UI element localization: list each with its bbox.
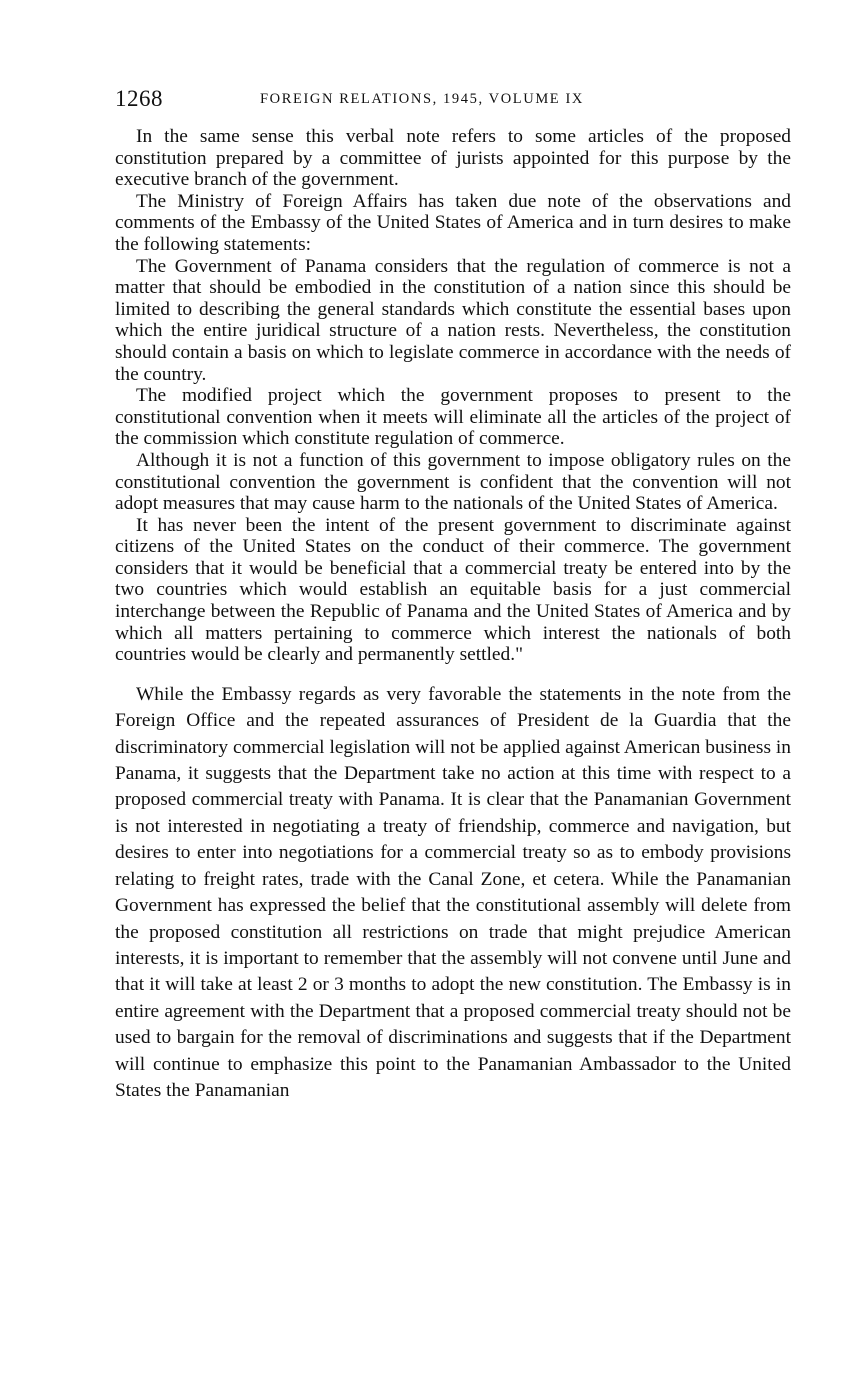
quote-paragraph: Although it is not a function of this government to impose obligatory rules on the constitutional convention the government is confident that the convention will not adopt measures that may cause harm to the nationals of the United States of America. bbox=[115, 449, 791, 515]
quoted-note bbox=[115, 126, 791, 666]
document-page bbox=[115, 86, 791, 1104]
page-header bbox=[115, 86, 791, 120]
quote-paragraph: The Government of Panama considers that the regulation of commerce is not a matter that should be embodied in the constitution of a nation since this should be limited to describing the general standards which constitute the essential bases upon which the entire juridical structure of a nation rests. Nevertheless, the constitution should contain a basis on which to legislate commerce in accordance with the needs of the country. bbox=[115, 255, 791, 385]
main-text bbox=[115, 682, 791, 1105]
body-paragraph: While the Embassy regards as very favorable the statements in the note from the Foreign Office and the repeated assurances of President de la Guardia that the discriminatory commercial legislation will not be applied against American business in Panama, it suggests that the Department take no action at this time with respect to a proposed commercial treaty with Panama. It is clear that the Panamanian Government is not interested in negotiating a treaty of friendship, commerce and navigation, but desires to enter into negotiations for a commercial treaty so as to embody provisions relating to freight rates, trade with the Canal Zone, et cetera. While the Panamanian Government has expressed the belief that the constitutional assembly will delete from the proposed constitution all restrictions on trade that might prejudice American interests, it is important to remember that the assembly will not convene until June and that it will take at least 2 or 3 months to adopt the new constitution. The Embassy is in entire agreement with the Department that a proposed commercial treaty should not be used to bargain for the removal of discriminations and suggests that if the Department will continue to emphasize this point to the Panamanian Ambassador to the United States the Panamanian bbox=[115, 683, 791, 1101]
quote-paragraph: In the same sense this verbal note refers to some articles of the proposed constitution prepared by a committee of jurists appointed for this purpose by the executive branch of the government. bbox=[115, 126, 791, 191]
quote-paragraph: The modified project which the government proposes to present to the constitutional convention when it meets will eliminate all the articles of the project of the commission which constitute regulation of commerce. bbox=[115, 385, 791, 450]
running-head: FOREIGN RELATIONS, 1945, VOLUME IX bbox=[260, 91, 584, 107]
page-number: 1268 bbox=[115, 86, 163, 111]
quote-paragraph: The Ministry of Foreign Affairs has taken due note of the observations and comments of the Embassy of the United States of America and in turn desires to make the following statements: bbox=[115, 190, 791, 255]
quote-paragraph: It has never been the intent of the present government to discriminate against citizens of the United States on the conduct of their commerce. The government considers that it would be beneficial that a commercial treaty be entered into by the two countries which would establish an equitable basis for a just commercial interchange between the Republic of Panama and the United States of America and by which all matters pertaining to commerce which interest the nationals of both countries would be clearly and permanently settled." bbox=[115, 514, 791, 666]
